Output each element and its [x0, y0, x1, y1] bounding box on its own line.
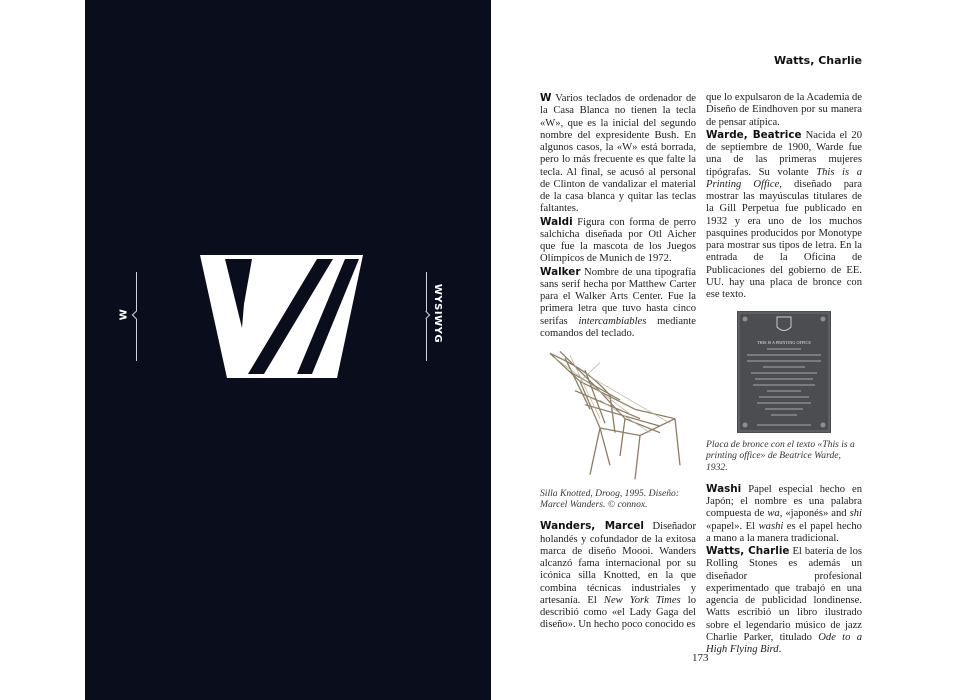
entry-walker	[540, 266, 696, 341]
entry-body: , diseñado para mostrar las mayúsculas titulares de la Gill Perpetua fue publicado en 1932 y era uno de los muchos pasquines producidos por Monotype para mostrar sus tipos de letra. En la entrada de la Oficina de Publicaciones del gobierno de EE. UU. hay una placa de bronce con ese texto.	[706, 178, 862, 300]
entry-term: W	[540, 92, 552, 104]
entry-term: Warde, Beatrice	[706, 128, 802, 141]
entry-warde	[706, 129, 862, 302]
entry-w	[540, 92, 696, 216]
section-letter-label: W	[118, 308, 130, 321]
entry-body-italic: intercambiables	[578, 315, 647, 327]
entry-body: Papel especial hecho en Japón; el nombre es una palabra compuesta de	[706, 483, 862, 520]
entry-body: Nombre de una tipografía sans serif hecha por Matthew Carter para el Walker Arts Center. Fue la primera letra que tuvo hasta cinco serifas	[540, 266, 696, 327]
entry-body: Diseñador holandés y cofundador de la exitosa marca de diseño Moooi. Wanders alcanzó fama internacional por su icónica silla Knotted, en la que combina técnicas industriales y artesanía. El	[540, 521, 697, 606]
entry-term: Wanders, Marcel	[540, 520, 644, 533]
bronze-plaque-image	[737, 311, 831, 433]
plaque-title: THIS IS A PRINTING OFFICE	[757, 340, 811, 346]
chair-caption: Silla Knotted, Droog, 1995. Diseño: Marcel Wanders. © connox.	[540, 488, 680, 511]
entry-wanders	[540, 520, 696, 631]
entry-body: Varios teclados de ordenador de la Casa Blanca no tienen la tecla «W», que es la inicial del segundo nombre del expresidente Bush. En algunos casos, la «W» está borrada, pero lo más frecuente es que falte la tecla. Al final, se acusó al personal de Clinton de vandalizar el material de la casa blanca y quitar las teclas faltantes.	[540, 93, 696, 215]
text-column-2	[706, 92, 862, 656]
entry-body: es el papel hecho a mano a la manera tradicional.	[706, 520, 862, 544]
entry-body: .	[778, 644, 782, 656]
running-head: Watts, Charlie	[774, 54, 862, 67]
entry-body: que lo expulsaron de la Academia de Diseño de Eindhoven por su manera de pensar atípica.	[706, 92, 862, 128]
text-column-1	[540, 92, 696, 632]
entry-term: Waldi	[540, 215, 573, 228]
entry-body: , «japonés» and	[779, 508, 850, 520]
entry-term: Watts, Charlie	[706, 545, 790, 558]
entry-body: lo describió como «el Lady Gaga del diseño». Un hecho poco conocido es	[540, 594, 696, 631]
entry-term: Walker	[540, 265, 581, 278]
entry-body: «papel». El	[706, 520, 759, 532]
entry-washi	[706, 483, 862, 545]
entry-waldi	[540, 216, 696, 266]
entry-term: Washi	[706, 482, 742, 495]
entry-wanders-continued	[706, 92, 862, 129]
page-number: 173	[692, 652, 709, 664]
entry-body-italic: wa	[767, 508, 780, 520]
entry-body-italic: washi	[758, 520, 784, 532]
entry-body: Figura con forma de perro salchicha diseñada por Otl Aicher que fue la mascota de los Juegos Olímpicos de Munich de 1972.	[540, 216, 696, 265]
section-range-label: WYSIWYG	[432, 283, 444, 344]
entry-body-italic: New York Times	[603, 594, 681, 606]
entry-body: Nacida el 20 de septiembre de 1900, Warde fue una de las primeras mujeres tipógrafas. Su volante	[706, 129, 862, 178]
knotted-chair-image	[540, 344, 692, 484]
entry-body-italic: shi	[849, 508, 862, 520]
entry-body: El batería de los Rolling Stones es además un diseñador profesional experimentado que trabajó en una agencia de publicidad londinense. Watts escribió un libro ilustrado sobre el legendario músico de jazz Charlie Parker, titulado	[706, 546, 862, 643]
entry-body-italic: This is a Printing Office	[706, 166, 863, 190]
entry-watts	[706, 545, 862, 656]
plaque-caption: Placa de bronce con el texto «This is a printing office» de Beatrice Warde, 1932.	[706, 439, 855, 473]
entry-body: mediante comandos del teclado.	[540, 315, 696, 339]
w-logo-icon	[196, 252, 366, 382]
entry-body-italic: Ode to a High Flying Bird	[706, 631, 862, 656]
